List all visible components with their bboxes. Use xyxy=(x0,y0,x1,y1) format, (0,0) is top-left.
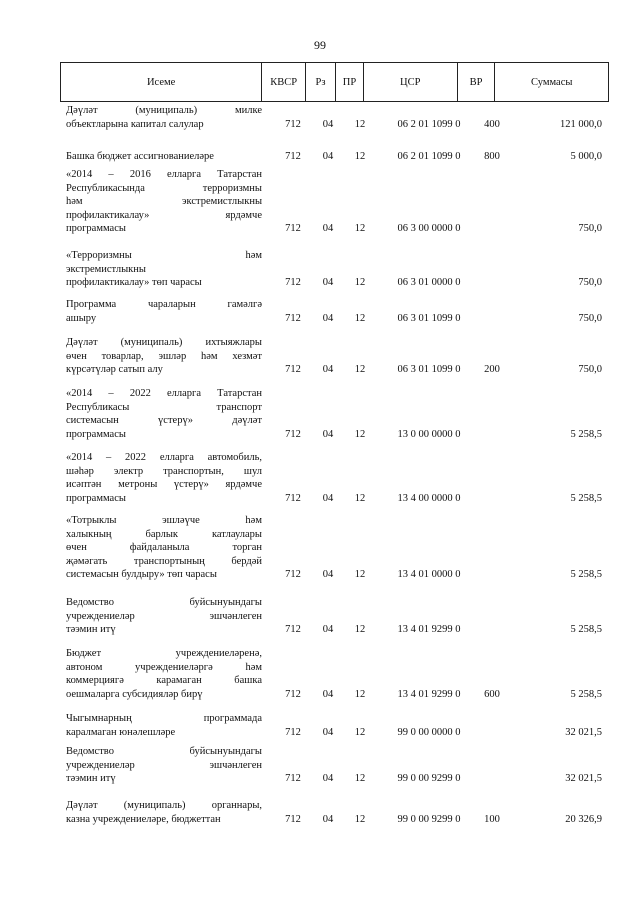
row-rz: 04 xyxy=(322,118,334,130)
row-name-line: ашыру xyxy=(66,312,97,324)
row-rz: 04 xyxy=(322,312,334,324)
row-name-line: Башка бюджет ассигнованиеләре xyxy=(66,151,214,162)
row-name xyxy=(66,745,262,786)
row-name xyxy=(66,514,262,582)
row-csr: 06 3 01 1099 0 xyxy=(397,364,461,376)
table-row xyxy=(66,336,606,377)
row-csr: 13 0 00 0000 0 xyxy=(397,428,461,440)
row-vr: 400 xyxy=(484,118,500,130)
page-number: 99 xyxy=(314,38,326,52)
row-name-line: исәптән метроны үстерү» ярдәмче xyxy=(66,479,262,491)
row-name xyxy=(66,336,262,377)
row-sum: 5 258,5 xyxy=(570,624,602,636)
row-kvsr: 712 xyxy=(285,428,301,440)
table-row xyxy=(66,249,606,290)
row-name-line: «Терроризмны һәм xyxy=(66,250,262,261)
row-csr: 99 0 00 9299 0 xyxy=(397,773,461,785)
row-pr: 12 xyxy=(354,428,366,440)
header-pr: ПР xyxy=(336,63,364,101)
row-rz: 04 xyxy=(322,813,334,825)
row-kvsr: 712 xyxy=(285,312,301,324)
row-vr: 800 xyxy=(484,151,500,162)
row-pr: 12 xyxy=(354,364,366,376)
row-kvsr: 712 xyxy=(285,624,301,636)
row-name-line: тәэмин итү xyxy=(66,773,116,785)
row-name-line: күрсәтүләр сатып алу xyxy=(66,364,163,376)
header-rz: Рз xyxy=(306,63,336,101)
row-pr: 12 xyxy=(354,726,366,738)
row-csr: 06 2 01 1099 0 xyxy=(397,118,461,130)
row-vr: 100 xyxy=(484,813,500,825)
row-kvsr: 712 xyxy=(285,773,301,785)
row-rz: 04 xyxy=(322,492,334,504)
row-sum: 5 000,0 xyxy=(570,151,602,162)
row-rz: 04 xyxy=(322,277,334,289)
row-name xyxy=(66,387,262,441)
row-name-line: Республикасы транспорт xyxy=(66,401,262,413)
row-sum: 750,0 xyxy=(578,223,602,235)
row-pr: 12 xyxy=(354,624,366,636)
row-pr: 12 xyxy=(354,312,366,324)
table-row xyxy=(66,451,606,505)
row-vr: 600 xyxy=(484,688,500,700)
row-rz: 04 xyxy=(322,624,334,636)
row-sum: 20 326,9 xyxy=(565,813,602,825)
table-row xyxy=(66,799,606,826)
row-sum: 750,0 xyxy=(578,364,602,376)
row-sum: 32 021,5 xyxy=(565,773,602,785)
row-name-line: оешмаларга субсидияләр бирү xyxy=(66,688,203,700)
row-csr: 06 3 00 0000 0 xyxy=(397,223,461,235)
row-name-line: «2014 – 2016 елларга Татарстан xyxy=(66,169,262,180)
row-sum: 5 258,5 xyxy=(570,688,602,700)
row-name-line: тәэмин итү xyxy=(66,624,116,636)
table-row xyxy=(66,104,606,131)
row-name xyxy=(66,799,262,826)
row-name-line: Бюджет учреждениеләренә, xyxy=(66,648,262,659)
row-kvsr: 712 xyxy=(285,277,301,289)
table-row xyxy=(66,298,606,325)
row-sum: 5 258,5 xyxy=(570,428,602,440)
row-name-line: «Тотрыклы эшләүче һәм xyxy=(66,515,262,526)
row-rz: 04 xyxy=(322,223,334,235)
row-name-line: халыкның барлык катлаулары xyxy=(66,528,262,540)
row-sum: 750,0 xyxy=(578,277,602,289)
row-pr: 12 xyxy=(354,569,366,581)
row-csr: 13 4 01 0000 0 xyxy=(397,569,461,581)
row-name xyxy=(66,647,262,701)
header-name: Исеме xyxy=(61,63,262,101)
row-name-line: һәм экстремистлыкны xyxy=(66,196,262,208)
row-name-line: «2014 – 2022 елларга Татарстан xyxy=(66,388,262,399)
row-pr: 12 xyxy=(354,118,366,130)
row-sum: 750,0 xyxy=(578,312,602,324)
row-kvsr: 712 xyxy=(285,813,301,825)
table-row xyxy=(66,150,606,164)
row-name-line: программасы xyxy=(66,492,126,504)
row-name-line: Дәүләт (муниципаль) милке xyxy=(66,105,262,116)
row-name xyxy=(66,150,262,164)
table-header xyxy=(60,62,609,102)
row-pr: 12 xyxy=(354,813,366,825)
table-row xyxy=(66,514,606,582)
row-kvsr: 712 xyxy=(285,364,301,376)
header-vr: ВР xyxy=(458,63,496,101)
row-kvsr: 712 xyxy=(285,223,301,235)
row-name-line: каралмаган юнәлешләре xyxy=(66,726,176,738)
row-rz: 04 xyxy=(322,428,334,440)
row-csr: 13 4 01 9299 0 xyxy=(397,624,461,636)
row-name-line: «2014 – 2022 елларга автомобиль, xyxy=(66,452,262,463)
row-rz: 04 xyxy=(322,569,334,581)
row-csr: 06 2 01 1099 0 xyxy=(397,151,461,162)
row-name-line: учреждениеләр эшчәнлеген xyxy=(66,610,262,622)
row-pr: 12 xyxy=(354,688,366,700)
row-rz: 04 xyxy=(322,726,334,738)
row-name xyxy=(66,451,262,505)
row-csr: 06 3 01 0000 0 xyxy=(397,277,461,289)
row-pr: 12 xyxy=(354,151,366,162)
row-name xyxy=(66,298,262,325)
row-name-line: профилактикалау» ярдәмче xyxy=(66,209,262,221)
row-name-line: Программа чараларын гамәлгә xyxy=(66,299,262,310)
row-name-line: коммерциягә карамаган башка xyxy=(66,675,262,687)
row-kvsr: 712 xyxy=(285,726,301,738)
row-name-line: Дәүләт (муниципаль) ихтыяжлары xyxy=(66,337,262,348)
row-name-line: автоном учреждениеләргә һәм xyxy=(66,661,262,673)
row-kvsr: 712 xyxy=(285,569,301,581)
row-rz: 04 xyxy=(322,151,334,162)
row-pr: 12 xyxy=(354,277,366,289)
header-kvsr: КВСР xyxy=(262,63,306,101)
row-name-line: профилактикалау» төп чарасы xyxy=(66,277,202,289)
table-row xyxy=(66,647,606,701)
row-name-line: Ведомство буйсынуындагы xyxy=(66,597,262,608)
row-name xyxy=(66,596,262,637)
row-name-line: өчен файдаланыла торган xyxy=(66,542,262,554)
row-sum: 32 021,5 xyxy=(565,726,602,738)
row-name xyxy=(66,168,262,236)
row-pr: 12 xyxy=(354,223,366,235)
header-sum: Суммасы xyxy=(530,76,573,88)
row-kvsr: 712 xyxy=(285,151,301,162)
table-row xyxy=(66,168,606,236)
row-sum: 121 000,0 xyxy=(560,118,602,130)
row-name-line: системасын булдыру» төп чарасы xyxy=(66,569,217,581)
row-name-line: программасы xyxy=(66,428,126,440)
row-rz: 04 xyxy=(322,773,334,785)
table-row xyxy=(66,712,606,739)
row-csr: 06 3 01 1099 0 xyxy=(397,312,461,324)
table-row xyxy=(66,596,606,637)
row-name-line: казна учреждениеләре, бюджеттан xyxy=(66,813,221,825)
row-sum: 5 258,5 xyxy=(570,492,602,504)
row-sum: 5 258,5 xyxy=(570,569,602,581)
row-name xyxy=(66,712,262,739)
row-pr: 12 xyxy=(354,492,366,504)
row-csr: 99 0 00 9299 0 xyxy=(397,813,461,825)
row-csr: 13 4 01 9299 0 xyxy=(397,688,461,700)
row-csr: 99 0 00 0000 0 xyxy=(397,726,461,738)
row-name-line: Дәүләт (муниципаль) органнары, xyxy=(66,800,262,811)
row-name-line: учреждениеләр эшчәнлеген xyxy=(66,759,262,771)
row-csr: 13 4 00 0000 0 xyxy=(397,492,461,504)
row-name xyxy=(66,104,262,131)
row-rz: 04 xyxy=(322,688,334,700)
row-name-line: җәмәгать транспортының бердәй xyxy=(66,555,262,567)
table-row xyxy=(66,387,606,441)
row-kvsr: 712 xyxy=(285,118,301,130)
row-name-line: Республикасында терроризмны xyxy=(66,182,262,194)
row-name-line: Чыгымнарның программада xyxy=(66,713,262,724)
row-pr: 12 xyxy=(354,773,366,785)
row-name-line: шәһәр электр транспортын, шул xyxy=(66,465,262,477)
row-name-line: экстремистлыкны xyxy=(66,263,146,275)
row-name xyxy=(66,249,262,290)
row-kvsr: 712 xyxy=(285,688,301,700)
row-rz: 04 xyxy=(322,364,334,376)
row-name-line: өчен товарлар, эшләр һәм хезмәт xyxy=(66,350,262,362)
row-vr: 200 xyxy=(484,364,500,376)
row-name-line: объектларына капитал салулар xyxy=(66,118,204,130)
row-name-line: системасын үстерү» дәүләт xyxy=(66,415,262,427)
row-name-line: программасы xyxy=(66,223,126,235)
row-name-line: Ведомство буйсынуындагы xyxy=(66,746,262,757)
row-kvsr: 712 xyxy=(285,492,301,504)
table-row xyxy=(66,745,606,786)
header-csr: ЦСР xyxy=(364,63,458,101)
